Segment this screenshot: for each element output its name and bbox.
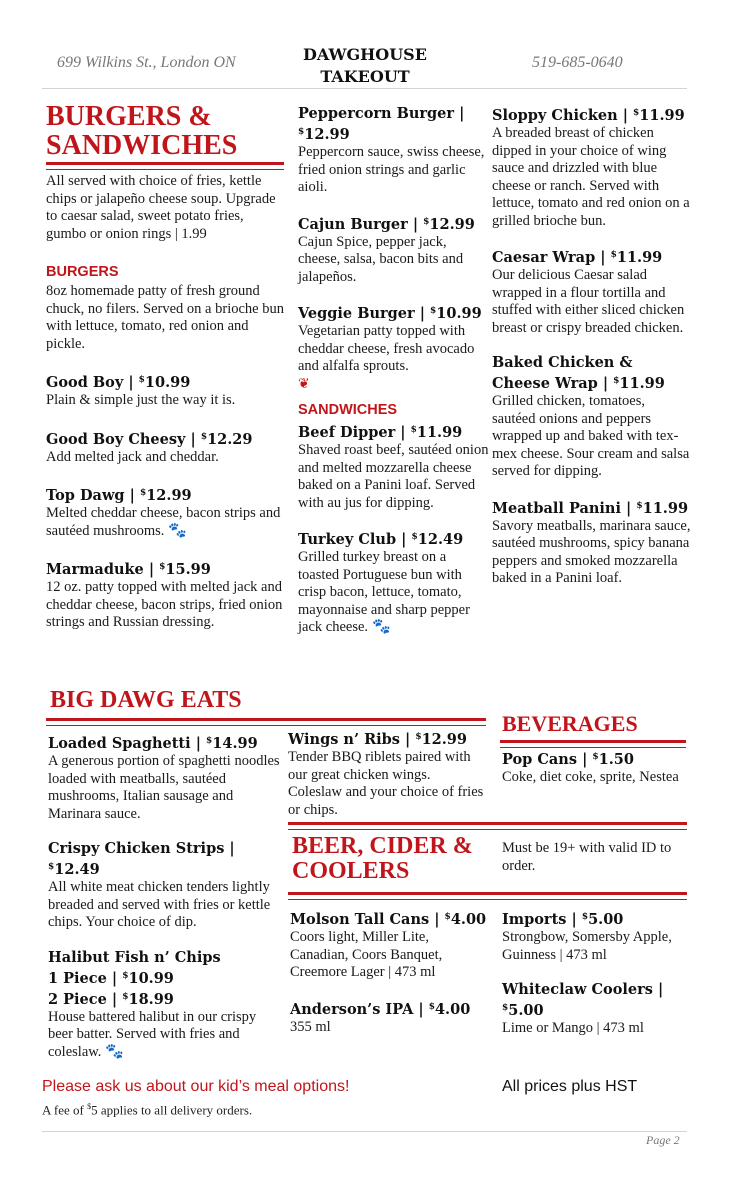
item-name: Caesar Wrap | $11.99 [492,249,663,266]
item-name: Molson Tall Cans | $4.00 [290,911,487,928]
item-name: Cajun Burger | $12.99 [298,215,475,233]
menu-item [502,908,687,964]
item-desc: Grilled chicken, tomatoes, sautéed onions and peppers wrapped up and baked with tex-mex cheese. Sour cream and salsa served for dipping. [492,393,690,479]
item-name: Good Boy | $10.99 [46,374,191,391]
item-name: Turkey Club | $12.49 [298,531,464,548]
column-2 [298,104,490,653]
item-desc: Grilled turkey breast on a toasted Portuguese bun with crisp bacon, lettuce, tomato, mayonnaise and sharp pepper jack cheese. 🐾 [298,549,470,635]
item-desc: A breaded breast of chicken dipped in your choice of wing sauce and drizzled with blue cheese or ranch. Served with lettuce, tomato and red onion on a grilled brioche bun. [492,125,690,229]
beer-title-line2: COOLERS [292,858,410,885]
section-title-line1: BURGERS & [46,101,212,132]
item-name: Imports | $5.00 [502,911,624,928]
menu-item [290,908,490,982]
item-name: Veggie Burger | $10.99 [298,305,482,322]
item-desc: 355 ml [290,1018,331,1035]
menu-item [46,484,286,540]
section-title-beverages: BEVERAGES [502,711,638,736]
item-name: Anderson’s IPA | $4.00 [290,1000,471,1018]
item-price-one: 1 Piece | $10.99 [48,969,174,987]
paw-print-icon: 🐾 [105,1043,125,1060]
item-desc: House battered halibut in our crispy beer batter. Served with fries and coleslaw. 🐾 [48,1008,257,1060]
kids-meal-note: Please ask us about our kid’s meal options! [42,1078,350,1095]
burgers-label: BURGERS [46,264,119,280]
leaf-icon: ❦ [298,376,310,392]
menu-item-halibut [48,948,280,1062]
menu-item [48,839,280,932]
menu-item [492,353,692,481]
beer-right [502,908,687,1054]
section-title-beer [292,834,473,884]
header-divider [42,88,687,89]
beer-underline [288,892,687,895]
paw-print-icon: 🐾 [168,522,188,539]
item-desc: Coke, diet coke, sprite, Nestea [502,769,679,785]
item-name: Sloppy Chicken | $11.99 [492,107,685,124]
menu-item [290,998,490,1037]
item-desc: Coors light, Miller Lite, Canadian, Coors Banquet, Creemore Lager | 473 ml [290,929,443,980]
page-number: Page 2 [646,1133,680,1147]
item-name: Wings n’ Ribs | $12.99 [288,731,467,748]
item-name: Top Dawg | $12.99 [46,487,192,504]
item-desc: All white meat chicken tenders lightly breaded and served with fries or kettle chips. Your choice of dip. [48,879,271,930]
column-3 [492,104,692,604]
section-underline [46,162,284,165]
menu-item [298,104,490,197]
item-name: Meatball Panini | $11.99 [492,499,689,517]
title-line1: DAWGHOUSE [303,45,427,64]
item-desc: Plain & simple just the way it is. [46,392,236,408]
item-desc: Vegetarian patty topped with cheddar cheese, fresh avocado and alfalfa sprouts. [298,323,475,374]
menu-item-wings [288,728,488,819]
hst-note: All prices plus HST [502,1078,638,1095]
beverages-list [502,748,687,787]
beer-title-line1: BEER, CIDER & [292,833,473,859]
menu-item [298,421,490,512]
phone: 519-685-0640 [532,54,623,71]
beer-list [290,908,490,1036]
column-1 [46,173,286,650]
item-name: Beef Dipper | $11.99 [298,424,463,441]
menu-item [298,528,490,637]
item-name: Whiteclaw Coolers | $5.00 [502,981,664,1019]
beer-list-2 [502,908,687,1038]
item-desc: Shaved roast beef, sautéed onion and melted mozzarella cheese baked on a Panini loaf. Served with au jus for dipping. [298,442,489,511]
burger-list [46,371,286,632]
menu-item [298,302,490,393]
item-desc: Melted cheddar cheese, bacon strips and sautéed mushrooms. 🐾 [46,505,281,539]
item-name: Baked Chicken & Cheese Wrap | $11.99 [492,354,665,392]
menu-item [46,558,286,632]
menu-item [492,104,692,230]
big-dawg-right [288,728,488,835]
item-name: Peppercorn Burger | $12.99 [298,105,465,143]
menu-item [46,428,286,467]
section-title-big-dawg: BIG DAWG EATS [50,687,242,713]
address: 699 Wilkins St., London ON [57,54,236,71]
item-desc: Lime or Mango | 473 ml [502,1020,644,1036]
sandwiches-label: SANDWICHES [298,402,398,418]
burgers-desc: 8oz homemade patty of fresh ground chuck, no filers. Served on a brioche bun with lettuce, tomato, red onion and pickle. [46,283,284,352]
burgers-intro: All served with choice of fries, kettle chips or jalapeño cheese soup. Upgrade to caesar salad, sweet potato fries, gumbo or onion rings | 1.99 [46,173,276,242]
menu-item [492,246,692,337]
item-price-two: 2 Piece | $18.99 [48,990,174,1008]
big-dawg-list [48,732,280,932]
item-name: Crispy Chicken Strips | $12.49 [48,840,235,878]
item-name: Pop Cans | $1.50 [502,751,634,768]
paw-print-icon: 🐾 [372,619,391,635]
big-dawg-underline [46,718,486,721]
item-desc: Tender BBQ riblets paired with our great chicken wings. Coleslaw and your choice of fries or chips. [288,749,484,818]
delivery-fee-note: A fee of $5 applies to all delivery orders. [42,1102,253,1118]
menu-item [48,732,280,823]
item-name: Loaded Spaghetti | $14.99 [48,735,258,752]
item-desc: Cajun Spice, pepper jack, cheese, salsa, bacon bits and jalapeños. [298,233,464,285]
item-desc: A generous portion of spaghetti noodles loaded with meatballs, sautéed mushrooms, Italian sausage and Marinara sauce. [48,753,280,822]
title-line2: TAKEOUT [320,67,410,86]
age-note: Must be 19+ with valid ID to order. [502,840,672,874]
sandwich-list-2 [492,104,692,588]
item-name: Halibut Fish n’ Chips [48,948,221,966]
item-desc: Peppercorn sauce, swiss cheese, fried onion strings and garlic aioli. [298,144,485,195]
item-desc: Our delicious Caesar salad wrapped in a flour tortilla and stuffed with either sliced chicken breast or crispy breaded chicken. [492,267,685,336]
item-desc: Add melted jack and cheddar. [46,448,219,465]
footer-divider [42,1131,687,1132]
item-desc: 12 oz. patty topped with melted jack and cheddar cheese, bacon strips, fried onion strings and Russian dressing. [46,579,283,630]
section-title-burgers [46,102,237,161]
page-title [280,44,450,88]
sandwich-list [298,421,490,637]
item-name: Good Boy Cheesy | $12.29 [46,430,253,448]
section-title-line2: SANDWICHES [46,130,238,162]
menu-item [492,497,692,588]
beer-left [290,908,490,1052]
beer-top-rule [288,822,687,825]
menu-item [502,980,687,1038]
item-desc: Savory meatballs, marinara sauce, sautéed mushrooms, spicy banana peppers and smoked mozzarella baked in a Panini loaf. [492,517,691,586]
burger-list-2 [298,104,490,393]
menu-item [46,371,286,410]
beverages-underline [500,740,686,743]
menu-item [298,213,490,287]
item-desc: Strongbow, Somersby Apple, Guinness | 473 ml [502,929,672,963]
big-dawg-left [48,732,280,1077]
item-name: Marmaduke | $15.99 [46,561,211,578]
